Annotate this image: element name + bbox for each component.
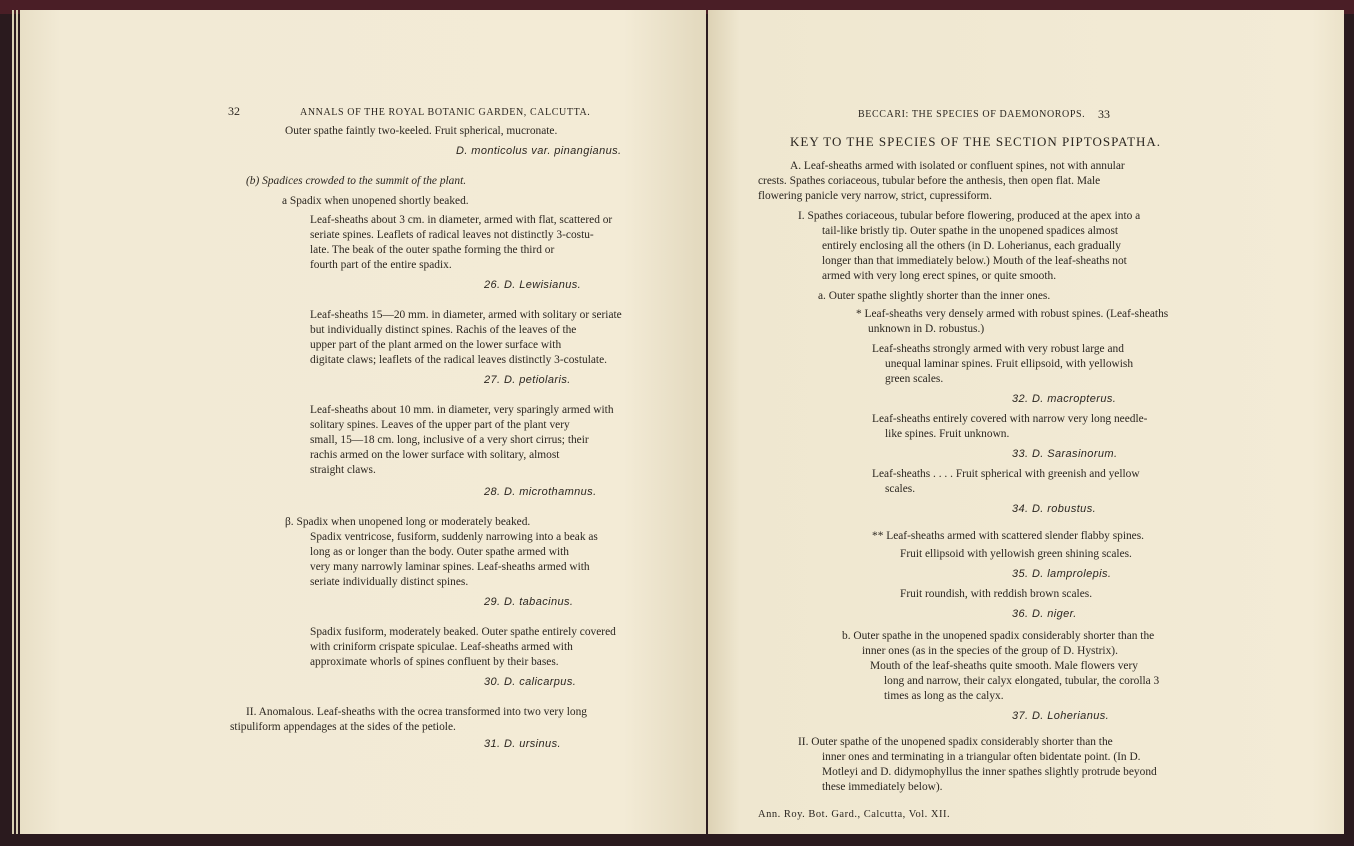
text-line: Leaf-sheaths about 10 mm. in diameter, very sparingly armed with [310, 404, 614, 416]
text-line: fourth part of the entire spadix. [310, 259, 452, 271]
text-line: these immediately below). [822, 781, 943, 793]
text-line: Outer spathe faintly two-keeled. Fruit spherical, mucronate. [285, 125, 558, 137]
text-line: Fruit ellipsoid with yellowish green shining scales. [900, 548, 1132, 560]
text-line: but individually distinct spines. Rachis of the leaves of the [310, 324, 577, 336]
text-line: with criniform crispate spiculae. Leaf-sheaths armed with [310, 641, 573, 653]
page-number: 33 [1098, 107, 1110, 121]
text-line: Leaf-sheaths 15—20 mm. in diameter, armed with solitary or seriate [310, 309, 622, 321]
text-line: crests. Spathes coriaceous, tubular before the anthesis, then open flat. Male [758, 175, 1101, 187]
species-name: 34. D. robustus. [1012, 503, 1097, 515]
key-title: KEY TO THE SPECIES OF THE SECTION PIPTOSPATHA. [790, 134, 1162, 149]
text-line: approximate whorls of spines confluent by their bases. [310, 656, 559, 668]
text-line: a Spadix when unopened shortly beaked. [282, 195, 469, 207]
text-line: Mouth of the leaf-sheaths quite smooth. Male flowers very [870, 660, 1138, 672]
text-line: digitate claws; leaflets of the radical leaves distinctly 3-costulate. [310, 354, 607, 366]
species-name: 28. D. microthamnus. [484, 486, 597, 498]
text-line: tail-like bristly tip. Outer spathe in the unopened spadices almost [822, 225, 1119, 237]
text-line: ** Leaf-sheaths armed with scattered slender flabby spines. [872, 530, 1145, 542]
text-line: like spines. Fruit unknown. [885, 428, 1010, 440]
text-line: straight claws. [310, 464, 376, 476]
text-line: inner ones and terminating in a triangular often bidentate point. (In D. [822, 751, 1141, 763]
text-line: Spadix fusiform, moderately beaked. Outer spathe entirely covered [310, 626, 616, 638]
text-line: solitary spines. Leaves of the upper part of the plant very [310, 419, 570, 431]
text-line: Fruit roundish, with reddish brown scales. [900, 588, 1093, 600]
running-head: BECCARI: THE SPECIES OF DAEMONOROPS. [858, 109, 1086, 120]
journal-signature: Ann. Roy. Bot. Gard., Calcutta, Vol. XII. [758, 809, 951, 820]
running-head: ANNALS OF THE ROYAL BOTANIC GARDEN, CALCUTTA. [300, 107, 591, 118]
text-line: Spadix ventricose, fusiform, suddenly narrowing into a beak as [310, 531, 598, 543]
text-line: green scales. [885, 373, 944, 385]
species-name: 31. D. ursinus. [484, 738, 561, 750]
text-line: β. Spadix when unopened long or moderately beaked. [285, 516, 531, 528]
text-line: armed with very long erect spines, or quite smooth. [822, 270, 1057, 282]
text-line: longer than that immediately below.) Mouth of the leaf-sheaths not [822, 255, 1127, 267]
text-line: scales. [885, 483, 916, 495]
species-name: 29. D. tabacinus. [484, 596, 574, 608]
text-line: Motleyi and D. didymophyllus the inner spathes slightly protrude beyond [822, 766, 1157, 778]
text-line: unequal laminar spines. Fruit ellipsoid, with yellowish [885, 358, 1134, 370]
text-line: small, 15—18 cm. long, inclusive of a very short cirrus; their [310, 434, 589, 446]
text-line: Leaf-sheaths entirely covered with narrow very long needle- [872, 413, 1148, 425]
text-line: Leaf-sheaths strongly armed with very robust large and [872, 343, 1124, 355]
text-line: * Leaf-sheaths very densely armed with robust spines. (Leaf-sheaths [856, 308, 1169, 320]
text-line: II. Anomalous. Leaf-sheaths with the ocrea transformed into two very long [246, 706, 587, 718]
text-line: long and narrow, their calyx elongated, tubular, the corolla 3 [884, 675, 1160, 687]
text-line: Leaf-sheaths about 3 cm. in diameter, armed with flat, scattered or [310, 214, 613, 226]
text-line: very many narrowly laminar spines. Leaf-sheaths armed with [310, 561, 590, 573]
text-line: II. Outer spathe of the unopened spadix considerably shorter than the [798, 736, 1113, 748]
species-name: 33. D. Sarasinorum. [1012, 448, 1118, 460]
text-line: I. Spathes coriaceous, tubular before flowering, produced at the apex into a [798, 210, 1141, 222]
text-line: seriate spines. Leaflets of radical leaves not distinctly 3-costu- [310, 229, 594, 241]
section-heading: (b) Spadices crowded to the summit of the plant. [246, 175, 467, 187]
text-line: b. Outer spathe in the unopened spadix considerably shorter than the [842, 630, 1155, 642]
text-line: upper part of the plant armed on the lower surface with [310, 339, 562, 351]
species-name: 37. D. Loherianus. [1012, 710, 1110, 722]
text-line: long as or longer than the body. Outer spathe armed with [310, 546, 569, 558]
text-line: unknown in D. robustus.) [868, 323, 985, 335]
text-line: rachis armed on the lower surface with solitary, almost [310, 449, 560, 461]
text-line: Leaf-sheaths . . . . Fruit spherical with greenish and yellow [872, 468, 1140, 480]
species-name: D. monticolus var. pinangianus. [456, 145, 622, 157]
species-name: 30. D. calicarpus. [484, 676, 577, 688]
species-name: 26. D. Lewisianus. [484, 279, 582, 291]
text-line: a. Outer spathe slightly shorter than the inner ones. [818, 290, 1051, 302]
text-line: flowering panicle very narrow, strict, cupressiform. [758, 190, 992, 202]
text-line: stipuliform appendages at the sides of the petiole. [230, 721, 456, 733]
page-stack-edge [16, 10, 18, 834]
species-name: 32. D. macropterus. [1012, 393, 1117, 405]
page-stack-edge [12, 10, 14, 834]
text-line: late. The beak of the outer spathe forming the third or [310, 244, 555, 256]
text-line: times as long as the calyx. [884, 690, 1004, 702]
species-name: 27. D. petiolaris. [484, 374, 571, 386]
page-number: 32 [228, 104, 240, 118]
text-line: inner ones (as in the species of the group of D. Hystrix). [862, 645, 1118, 657]
species-name: 35. D. lamprolepis. [1012, 568, 1112, 580]
text-line: entirely enclosing all the others (in D. Loherianus, each gradually [822, 240, 1121, 252]
species-name: 36. D. niger. [1012, 608, 1077, 620]
text-line: seriate individually distinct spines. [310, 576, 469, 588]
text-line: A. Leaf-sheaths armed with isolated or confluent spines, not with annular [790, 160, 1125, 172]
